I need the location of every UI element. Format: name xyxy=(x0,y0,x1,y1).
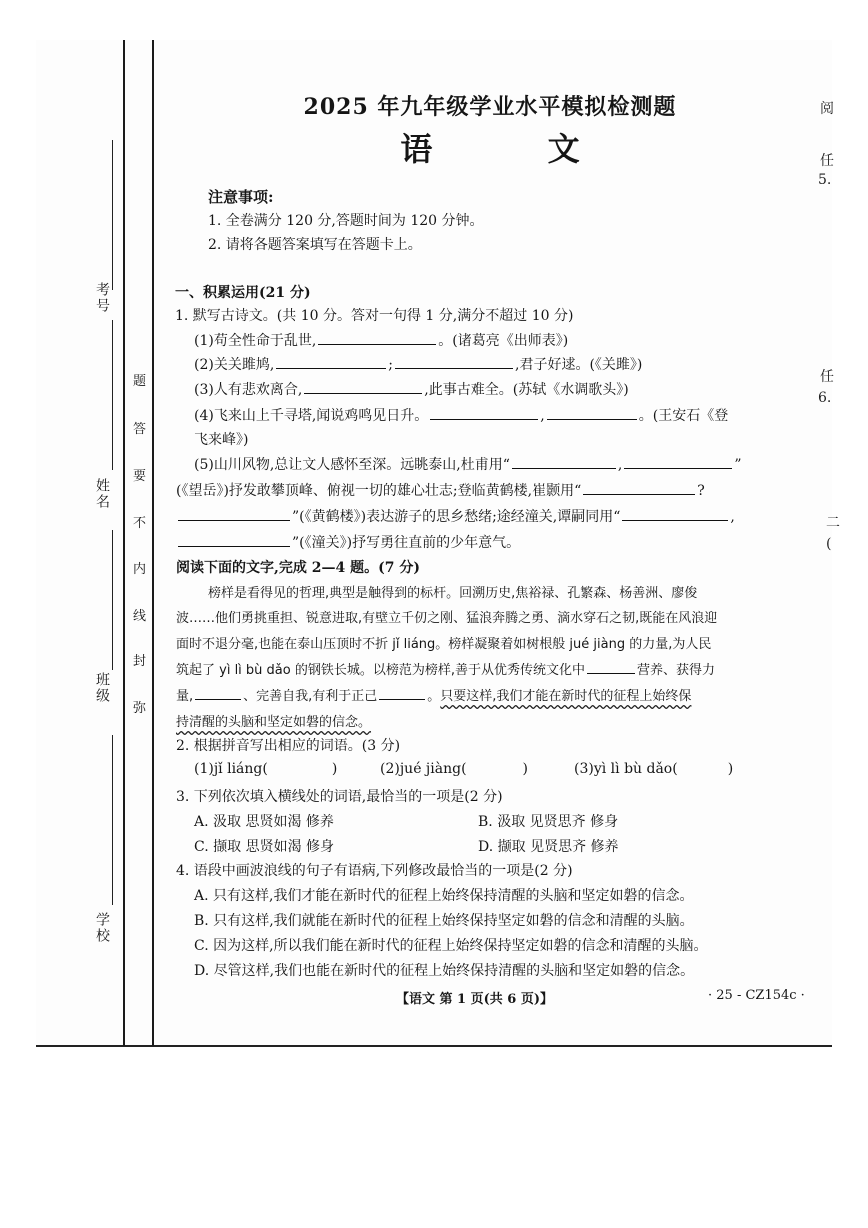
subject-title: 语 文 xyxy=(400,130,632,168)
answer-blank[interactable] xyxy=(583,482,695,495)
seal-char: 线 xyxy=(133,609,147,624)
q3-stem: 3. 下列依次填入横线处的词语,最恰当的一项是(2 分) xyxy=(176,789,503,805)
gutter-divider xyxy=(123,40,125,1046)
notice-item: 1. 全卷满分 120 分,答题时间为 120 分钟。 xyxy=(208,213,484,229)
wavy-sentence: 持清醒的头脑和坚定如磐的信念。 xyxy=(176,715,372,730)
exam-code: · 25 - CZ154c · xyxy=(708,988,805,1003)
q1-line-7: ”(《黄鹤楼》)表达游子的思乡愁绪;途经潼关,谭嗣同用“ , xyxy=(176,506,735,526)
answer-blank[interactable] xyxy=(276,356,386,369)
q1-line-3: (3)人有悲欢离合, ,此事古难全。(苏轼《水调歌头》) xyxy=(194,382,629,398)
q3-option-a[interactable]: A. 汲取 思贤如渴 修养 xyxy=(194,814,334,830)
right-fragment: 阅 xyxy=(820,101,834,117)
notice-heading: 注意事项: xyxy=(208,188,274,206)
answer-blank[interactable] xyxy=(304,381,422,394)
exam-title: 2025 年九年级学业水平模拟检测题 xyxy=(303,94,677,120)
section-heading: 一、积累运用(21 分) xyxy=(175,285,311,301)
seal-char: 内 xyxy=(133,562,147,577)
answer-blank[interactable] xyxy=(430,407,538,420)
gutter-divider xyxy=(152,40,154,1046)
q4-option-d[interactable]: D. 尽管这样,我们也能在新时代的征程上始终保持清醒的头脑和坚定如磐的信念。 xyxy=(194,963,695,979)
wavy-sentence: 只要这样,我们才能在新时代的征程上始终保 xyxy=(440,689,692,704)
q4-stem: 4. 语段中画波浪线的句子有语病,下列修改最恰当的一项是(2 分) xyxy=(176,863,573,879)
seal-char: 弥 xyxy=(133,701,147,716)
seal-char: 要 xyxy=(133,469,147,484)
q2-stem: 2. 根据拼音写出相应的词语。(3 分) xyxy=(176,738,401,754)
q1-line-6: (《望岳》)抒发敢攀顶峰、俯视一切的雄心壮志;登临黄鹤楼,崔颢用“ ? xyxy=(176,483,705,499)
seal-char: 答 xyxy=(133,422,147,437)
q1-line-4: (4)飞来山上千寻塔,闻说鸡鸣见日升。 , 。(王安石《登 xyxy=(194,408,729,424)
scan-edge xyxy=(36,1045,832,1047)
xuexiao-line xyxy=(112,735,113,905)
passage-line: 量, 、完善自我,有利于正己 。只要这样,我们才能在新时代的征程上始终保 xyxy=(176,689,692,704)
q1-line-2: (2)关关雎鸠, ; ,君子好逑。(《关雎》) xyxy=(194,357,643,373)
xingming-label: 姓名 xyxy=(94,478,110,510)
banji-label: 班级 xyxy=(94,672,110,704)
kaohao-label: 考号 xyxy=(94,282,110,314)
seal-char: 题 xyxy=(133,374,147,389)
passage-line: 波……他们勇挑重担、锐意进取,有壁立千仞之刚、猛浪奔腾之勇、滴水穿石之韧,既能在风浪迎 xyxy=(176,611,718,626)
passage-line: 面时不退分毫,也能在泰山压顶时不折 jǐ liáng。榜样凝聚着如树根般 jué jiàng 的力量,为人民 xyxy=(176,637,712,652)
answer-blank[interactable] xyxy=(178,534,290,547)
passage-blank xyxy=(587,661,635,674)
answer-blank[interactable] xyxy=(178,508,290,521)
answer-blank[interactable] xyxy=(512,456,616,469)
passage-line: 筑起了 yì lì bù dǎo 的钢铁长城。以榜范为榜样,善于从优秀传统文化中 营养、获得力 xyxy=(176,663,716,678)
passage-blank xyxy=(379,687,425,700)
q1-line-4-cont: 飞来峰》) xyxy=(194,432,249,448)
passage-line: 榜样是看得见的哲理,典型是触得到的标杆。回溯历史,焦裕禄、孔繁森、杨善洲、廖俊 xyxy=(208,586,698,601)
xingming-line xyxy=(112,320,113,470)
q4-option-c[interactable]: C. 因为这样,所以我们能在新时代的征程上始终保持坚定如磐的信念和清醒的头脑。 xyxy=(194,938,708,954)
q4-option-b[interactable]: B. 只有这样,我们就能在新时代的征程上始终保持坚定如磐的信念和清醒的头脑。 xyxy=(194,913,694,929)
q1-line-1: (1)苟全性命于乱世, 。(诸葛亮《出师表》) xyxy=(194,333,569,349)
right-fragment: 二 xyxy=(826,515,840,531)
passage-blank xyxy=(195,687,241,700)
kaohao-line xyxy=(112,140,113,290)
q2-item: (1)jǐ liáng( ) xyxy=(194,761,338,777)
q2-item: (2)jué jiàng( ) xyxy=(380,761,528,777)
q2-item: (3)yì lì bù dǎo( ) xyxy=(574,761,734,777)
q3-option-c[interactable]: C. 撷取 思贤如渴 修身 xyxy=(194,839,335,855)
right-fragment: 任 xyxy=(820,153,834,169)
passage-line xyxy=(176,711,371,730)
right-fragment: 5. xyxy=(818,172,832,188)
seal-char: 不 xyxy=(133,516,147,531)
q1-line-5: (5)山川风物,总让文人感怀至深。远眺泰山,杜甫用“ , ” xyxy=(194,457,742,473)
notice-item: 2. 请将各题答案填写在答题卡上。 xyxy=(208,237,422,253)
right-fragment: 6. xyxy=(818,390,832,406)
answer-blank[interactable] xyxy=(395,356,513,369)
answer-blank[interactable] xyxy=(547,407,637,420)
banji-line xyxy=(112,530,113,670)
right-fragment: ( xyxy=(826,536,832,552)
xuexiao-label: 学校 xyxy=(94,912,110,944)
answer-blank[interactable] xyxy=(318,332,436,345)
q1-stem: 1. 默写古诗文。(共 10 分。答对一句得 1 分,满分不超过 10 分) xyxy=(175,308,574,324)
q4-option-a[interactable]: A. 只有这样,我们才能在新时代的征程上始终保持清醒的头脑和坚定如磐的信念。 xyxy=(194,888,694,904)
answer-blank[interactable] xyxy=(622,508,728,521)
page-number: 【语文 第 1 页(共 6 页)】 xyxy=(396,992,554,1007)
q3-option-d[interactable]: D. 撷取 见贤思齐 修养 xyxy=(478,839,619,855)
answer-blank[interactable] xyxy=(624,456,732,469)
q3-option-b[interactable]: B. 汲取 见贤思齐 修身 xyxy=(478,814,619,830)
seal-char: 封 xyxy=(133,654,147,669)
reading-intro: 阅读下面的文字,完成 2—4 题。(7 分) xyxy=(176,560,420,576)
right-fragment: 任 xyxy=(820,369,834,385)
q1-line-8: ”(《潼关》)抒写勇往直前的少年意气。 xyxy=(176,532,520,552)
